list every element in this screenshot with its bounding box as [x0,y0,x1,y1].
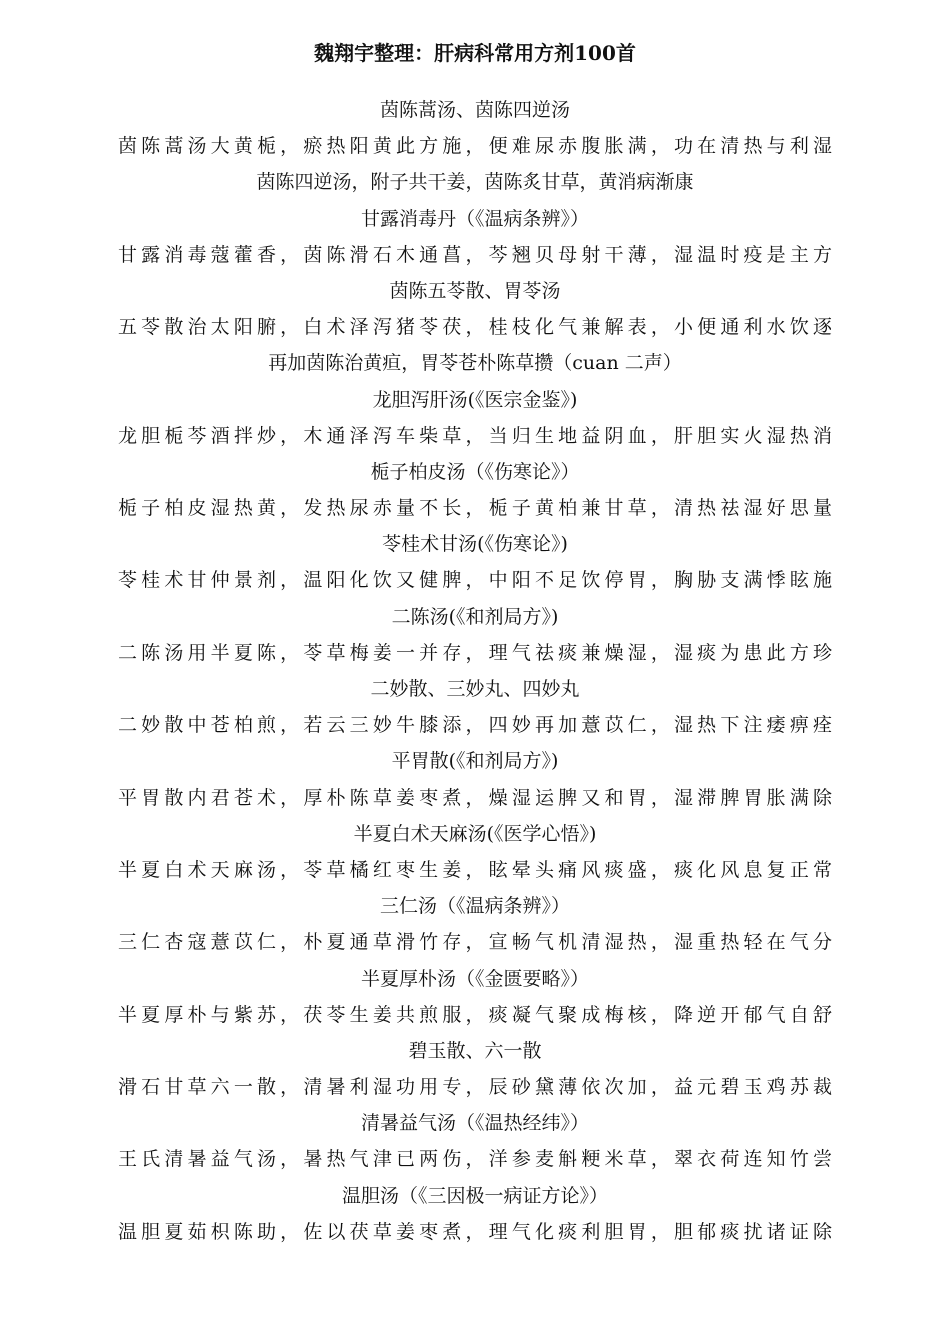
formula-verse: 三仁杏寇薏苡仁，朴夏通草滑竹存，宣畅气机清湿热，湿重热轻在气分 [118,931,832,954]
formula-heading: 二陈汤(《和剂局方》) [391,605,559,628]
formula-verse: 再加茵陈治黄疸，胃苓苍朴陈草攒（cuan 二声） [268,352,682,375]
formula-heading: 二妙散、三妙丸、四妙丸 [370,678,580,700]
formula-verse: 王氏清暑益气汤，暑热气津已两伤，洋参麦斛粳米草，翠衣荷连知竹尝 [118,1148,832,1171]
formula-verse: 平胃散内君苍术，厚朴陈草姜枣煮，燥湿运脾又和胃，湿滞脾胃胀满除 [118,786,832,809]
formula-heading: 苓桂术甘汤(《伤寒论》) [382,533,568,556]
formula-verse: 温胆夏茹枳陈助，佐以茯草姜枣煮，理气化痰利胆胃，胆郁痰扰诸证除 [118,1220,832,1243]
formula-verse: 苓桂术甘仲景剂，温阳化饮又健脾，中阳不足饮停胃，胸胁支满悸眩施 [118,569,832,592]
formula-heading: 三仁汤（《温病条辨》） [379,895,570,918]
formula-verse: 茵陈四逆汤，附子共干姜，茵陈炙甘草，黄消病渐康 [256,171,694,194]
document-title: 魏翔宇整理：肝病科常用方剂100首 [314,41,636,65]
document-body [118,92,832,1250]
formula-heading: 龙胆泻肝汤(《医宗金鉴》) [372,388,578,411]
formula-heading: 温胆汤（《三因极一病证方论》） [341,1184,608,1207]
formula-verse: 五苓散治太阳腑，白术泽泻猪苓茯，桂枝化气兼解表，小便通利水饮逐 [118,316,832,339]
formula-verse: 茵陈蒿汤大黄栀，瘀热阳黄此方施，便难尿赤腹胀满，功在清热与利湿 [118,135,832,158]
formula-verse: 半夏厚朴与紫苏，茯苓生姜共煎服，痰凝气聚成梅核，降逆开郁气自舒 [118,1003,832,1026]
formula-verse: 龙胆栀芩酒拌炒，木通泽泻车柴草，当归生地益阴血，肝胆实火湿热消 [118,424,832,447]
formula-heading: 栀子柏皮汤（《伤寒论》） [370,460,580,483]
formula-heading: 茵陈蒿汤、茵陈四逆汤 [379,99,570,121]
formula-heading: 平胃散(《和剂局方》) [391,750,559,773]
formula-heading: 茵陈五苓散、胃苓汤 [389,279,561,302]
formula-verse: 甘露消毒蔻藿香，茵陈滑石木通菖，芩翘贝母射干薄，湿温时疫是主方 [118,243,832,266]
formula-verse: 二妙散中苍柏煎，若云三妙牛膝添，四妙再加薏苡仁，湿热下注痿痹痊 [118,714,832,737]
formula-heading: 甘露消毒丹（《温病条辨》） [360,207,589,230]
formula-verse: 滑石甘草六一散，清暑利湿功用专，辰砂黛薄依次加，益元碧玉鸡苏裁 [118,1076,832,1099]
formula-heading: 碧玉散、六一散 [408,1039,542,1062]
formula-heading: 清暑益气汤（《温热经纬》） [360,1112,589,1135]
formula-heading: 半夏厚朴汤（《金匮要略》） [360,967,589,990]
formula-heading: 半夏白术天麻汤(《医学心悟》) [353,822,597,845]
formula-verse: 栀子柏皮湿热黄，发热尿赤量不长，栀子黄柏兼甘草，清热祛湿好思量 [118,497,832,520]
formula-verse: 二陈汤用半夏陈，苓草梅姜一并存，理气祛痰兼燥湿，湿痰为患此方珍 [118,641,832,664]
formula-verse: 半夏白术天麻汤，苓草橘红枣生姜，眩晕头痛风痰盛，痰化风息复正常 [118,858,832,881]
